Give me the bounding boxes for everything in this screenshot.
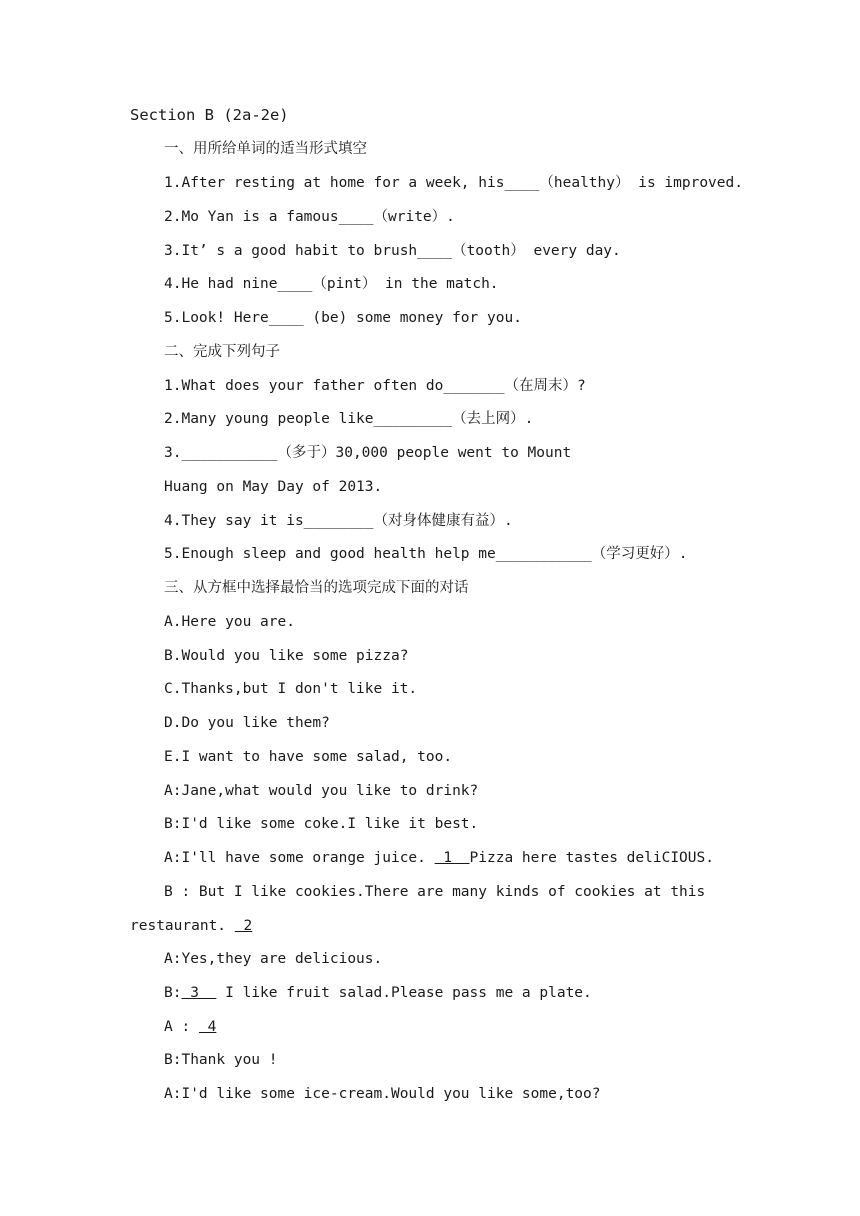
dialogue-text: restaurant. bbox=[130, 918, 235, 934]
part3-heading: 三、从方框中选择最恰当的选项完成下面的对话 bbox=[164, 580, 469, 596]
dialogue-text: Pizza here tastes deliCIOUS. bbox=[469, 850, 714, 866]
part1-item-1: 1.After resting at home for a week, his____（healthy） is improved. bbox=[164, 175, 743, 191]
option-b: B.Would you like some pizza? bbox=[164, 648, 409, 664]
option-d: D.Do you like them? bbox=[164, 715, 330, 731]
dialogue-line-8 bbox=[164, 1017, 216, 1037]
part1-item-4: 4.He had nine____（pint） in the match. bbox=[164, 276, 499, 292]
blank-2: 2 bbox=[234, 918, 253, 934]
part2-item-3: 3.___________（多于）30,000 people went to Mount bbox=[164, 445, 572, 461]
dialogue-text: A:I'll have some orange juice. bbox=[164, 850, 435, 866]
blank-3: 3 bbox=[181, 985, 217, 1001]
part2-item-1: 1.What does your father often do_______（在周末）? bbox=[164, 378, 586, 394]
dialogue-text: I like fruit salad.Please pass me a plate. bbox=[216, 985, 592, 1001]
part1-heading: 一、用所给单词的适当形式填空 bbox=[164, 141, 367, 157]
part2-item-3-cont: Huang on May Day of 2013. bbox=[164, 479, 383, 495]
part2-item-4: 4.They say it is________（对身体健康有益）. bbox=[164, 513, 513, 529]
part2-item-2: 2.Many young people like_________（去上网）. bbox=[164, 411, 534, 427]
dialogue-line-1: A:Jane,what would you like to drink? bbox=[164, 783, 479, 799]
option-a: A.Here you are. bbox=[164, 614, 295, 630]
part2-heading: 二、完成下列句子 bbox=[164, 344, 280, 360]
part1-item-2: 2.Mo Yan is a famous____（write）. bbox=[164, 209, 455, 225]
blank-1: 1 bbox=[434, 850, 470, 866]
dialogue-line-3 bbox=[164, 848, 714, 868]
dialogue-line-4: B : But I like cookies.There are many kinds of cookies at this bbox=[164, 884, 706, 900]
option-e: E.I want to have some salad, too. bbox=[164, 749, 453, 765]
part1-item-3: 3.It’ s a good habit to brush____（tooth） every day. bbox=[164, 243, 621, 259]
dialogue-line-5 bbox=[130, 916, 252, 936]
dialogue-text: B: bbox=[164, 985, 182, 1001]
dialogue-text: A : bbox=[164, 1019, 199, 1035]
blank-4: 4 bbox=[198, 1019, 217, 1035]
part1-item-5: 5.Look! Here____ (be) some money for you. bbox=[164, 310, 522, 326]
dialogue-line-10: A:I'd like some ice-cream.Would you like some,too? bbox=[164, 1086, 601, 1102]
dialogue-line-7 bbox=[164, 983, 592, 1003]
dialogue-line-6: A:Yes,they are delicious. bbox=[164, 951, 383, 967]
dialogue-line-2: B:I'd like some coke.I like it best. bbox=[164, 816, 479, 832]
option-c: C.Thanks,but I don't like it. bbox=[164, 681, 418, 697]
dialogue-line-9: B:Thank you ! bbox=[164, 1052, 278, 1068]
section-title: Section B (2a-2e) bbox=[130, 106, 289, 124]
part2-item-5: 5.Enough sleep and good health help me___________（学习更好）. bbox=[164, 546, 688, 562]
